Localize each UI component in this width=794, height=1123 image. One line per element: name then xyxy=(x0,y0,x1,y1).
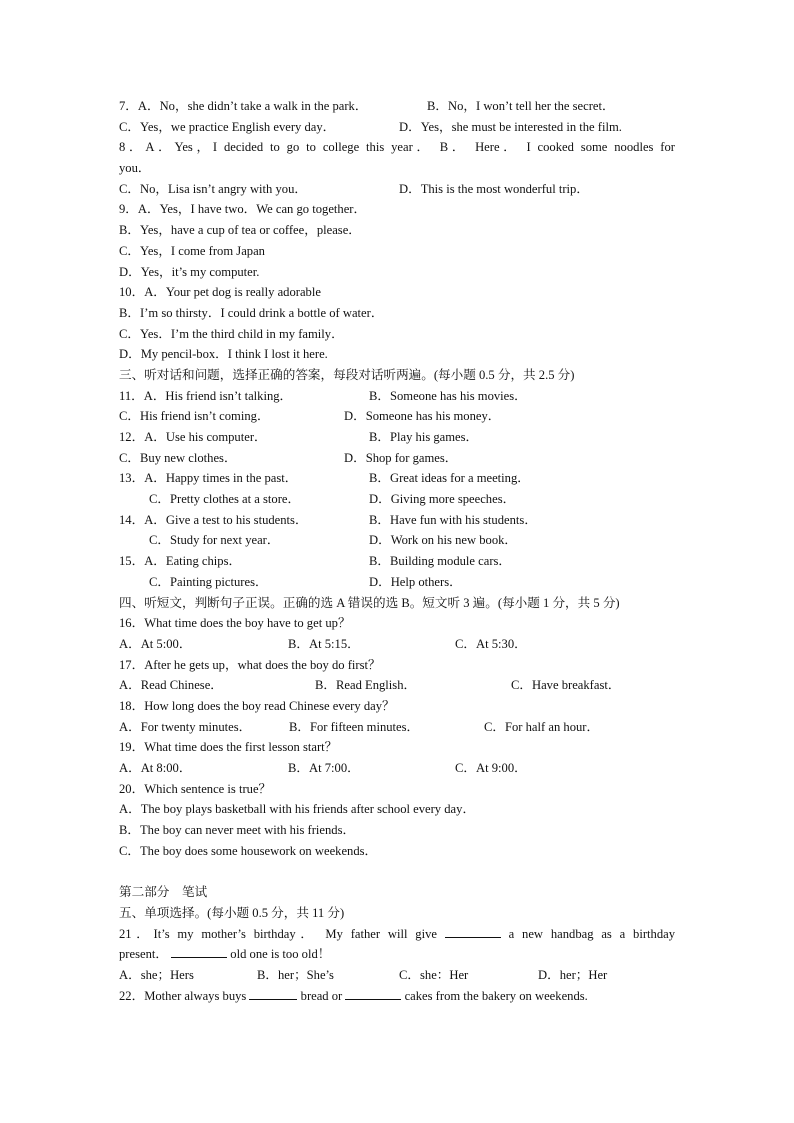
q21-text-4: old one is too old！ xyxy=(230,947,331,962)
q17-option-a: A．Read Chinese． xyxy=(119,678,223,693)
q7-row2 xyxy=(119,117,675,138)
q7-option-c: C．Yes，we practice English every day． xyxy=(119,119,336,134)
q21-text-2: a new handbag as a birthday xyxy=(508,926,676,941)
q21-blank-2[interactable] xyxy=(171,945,227,958)
q20-option-c: C．The boy does some housework on weekends． xyxy=(119,843,378,858)
q22-text-1: 22．Mother always buys xyxy=(119,988,247,1003)
q7-option-b: B．No，I won’t tell her the secret． xyxy=(427,99,615,113)
q18-option-b: B．For fifteen minutes． xyxy=(289,719,420,734)
q21-blank-1[interactable] xyxy=(445,925,501,938)
q7-row1 xyxy=(119,96,675,117)
q17-option-c: C．Have breakfast． xyxy=(511,678,621,693)
q13-option-c: C．Pretty clothes at a store． xyxy=(149,492,301,507)
q18-question: 18．How long does the boy read Chinese every day？ xyxy=(119,698,395,713)
q15-option-c: C．Painting pictures． xyxy=(149,574,268,589)
q21-option-b: B．her；She’s xyxy=(257,967,334,982)
q18-option-a: A．For twenty minutes． xyxy=(119,719,252,734)
q18-options xyxy=(119,717,675,738)
q16-option-a: A．At 5:00． xyxy=(119,636,192,651)
q14-option-d: D．Work on his new book． xyxy=(369,533,518,548)
section-3-heading: 三、听对话和问题，选择正确的答案，每段对话听两遍。(每小题 0.5 分，共 2.5 分) xyxy=(119,367,575,382)
q11-row2 xyxy=(119,406,675,427)
q20-option-b: B．The boy can never meet with his friends． xyxy=(119,823,356,838)
q15-option-d: D．Help others． xyxy=(369,574,462,589)
q10-c: C．Yes．I’m the third child in my family． xyxy=(119,326,344,341)
q21-option-c: C．she：Her xyxy=(399,967,469,982)
q16-option-b: B．At 5:15． xyxy=(288,636,360,651)
q13-option-b: B．Great ideas for a meeting． xyxy=(369,471,530,486)
q12-option-a: 12．A．Use his computer． xyxy=(119,430,267,444)
q19-options xyxy=(119,758,675,779)
q22-row1 xyxy=(119,986,675,1007)
q14-row2 xyxy=(119,530,675,551)
q21-row1 xyxy=(119,924,675,945)
q8-option-c: C．No，Lisa isn’t angry with you． xyxy=(119,181,307,196)
q11-row1 xyxy=(119,386,675,407)
q8-option-d: D．This is the most wonderful trip． xyxy=(399,181,589,196)
q11-option-a: 11．A．His friend isn’t talking． xyxy=(119,388,293,403)
q16-option-c: C．At 5:30． xyxy=(455,636,527,651)
q9-b: B．Yes，have a cup of tea or coffee，please． xyxy=(119,223,361,238)
q21-row2 xyxy=(119,944,675,965)
q14-row1 xyxy=(119,510,675,531)
part-2-heading: 第二部分 笔试 xyxy=(119,885,208,900)
q8-row1-cont xyxy=(119,158,675,179)
q19-option-a: A．At 8:00． xyxy=(119,761,192,775)
q18-option-c: C．For half an hour． xyxy=(484,719,600,734)
section-5-heading: 五、单项选择。(每小题 0.5 分，共 11 分) xyxy=(119,905,345,920)
exam-page xyxy=(119,96,675,1006)
q8-row1 xyxy=(119,137,675,158)
q15-option-a: 15．A．Eating chips． xyxy=(119,554,242,569)
q9-a: 9．A．Yes，I have two．We can go together． xyxy=(119,202,367,217)
q15-row1 xyxy=(119,551,675,572)
q19-question: 19．What time does the first lesson start？ xyxy=(119,740,338,755)
q20-option-a: A．The boy plays basketball with his friends after school every day． xyxy=(119,802,476,817)
q21-option-d: D．her；Her xyxy=(538,967,608,982)
q12-option-c: C．Buy new clothes． xyxy=(119,450,237,465)
q15-option-b: B．Building module cars． xyxy=(369,554,512,569)
q14-option-c: C．Study for next year． xyxy=(149,533,280,548)
q7-option-a: 7．A．No，she didn’t take a walk in the park． xyxy=(119,99,368,113)
q12-row1 xyxy=(119,427,675,448)
q12-row2 xyxy=(119,448,675,469)
q10-a: 10．A．Your pet dog is really adorable xyxy=(119,285,321,300)
q11-option-b: B．Someone has his movies． xyxy=(369,388,527,403)
q10-b: B．I’m so thirsty．I could drink a bottle of water． xyxy=(119,305,384,320)
q19-option-b: B．At 7:00． xyxy=(288,761,360,775)
q21-text-3: present． xyxy=(119,947,168,962)
q13-row2 xyxy=(119,489,675,510)
q15-row2 xyxy=(119,572,675,593)
q17-options xyxy=(119,675,675,696)
q11-option-d: D．Someone has his money． xyxy=(344,409,501,424)
q13-row1 xyxy=(119,468,675,489)
q22-blank-2[interactable] xyxy=(345,987,401,1000)
q22-blank-1[interactable] xyxy=(249,987,297,1000)
q11-option-c: C．His friend isn’t coming． xyxy=(119,409,270,424)
q21-text-1: 21．It’s my mother’s birthday． My father will give xyxy=(119,926,437,941)
q16-options xyxy=(119,634,675,655)
q12-option-d: D．Shop for games． xyxy=(344,450,458,465)
q14-option-a: 14．A．Give a test to his students． xyxy=(119,512,308,527)
q17-question: 17．After he gets up，what does the boy do first？ xyxy=(119,657,381,672)
q9-c: C．Yes，I come from Japan xyxy=(119,243,265,258)
q22-text-2: bread or xyxy=(300,988,343,1003)
q19-option-c: C．At 9:00． xyxy=(455,761,527,775)
q17-option-b: B．Read English． xyxy=(315,678,417,693)
q21-option-a: A．she；Hers xyxy=(119,967,194,982)
q14-option-b: B．Have fun with his students． xyxy=(369,512,537,527)
q21-options xyxy=(119,965,675,986)
q22-text-3: cakes from the bakery on weekends. xyxy=(404,988,588,1003)
q10-d: D．My pencil-box．I think I lost it here. xyxy=(119,347,328,362)
q13-option-a: 13．A．Happy times in the past． xyxy=(119,471,298,486)
q8-option-a: 8．A．Yes，I decided to go to college this year． B． Here． I cooked some noodles for xyxy=(119,140,675,155)
section-4-heading: 四、听短文，判断句子正误。正确的选 A 错误的选 B。短文听 3 遍。(每小题 1 分，共 5 分) xyxy=(119,595,620,610)
q20-question: 20．Which sentence is true？ xyxy=(119,781,272,796)
q7-option-d: D．Yes，she must be interested in the film. xyxy=(399,119,622,134)
q12-option-b: B．Play his games． xyxy=(369,430,479,444)
q8-option-a-cont: you． xyxy=(119,161,151,176)
q13-option-d: D．Giving more speeches． xyxy=(369,492,516,507)
q9-d: D．Yes，it’s my computer. xyxy=(119,264,260,279)
q16-question: 16．What time does the boy have to get up？ xyxy=(119,616,351,631)
q8-row2 xyxy=(119,179,675,200)
